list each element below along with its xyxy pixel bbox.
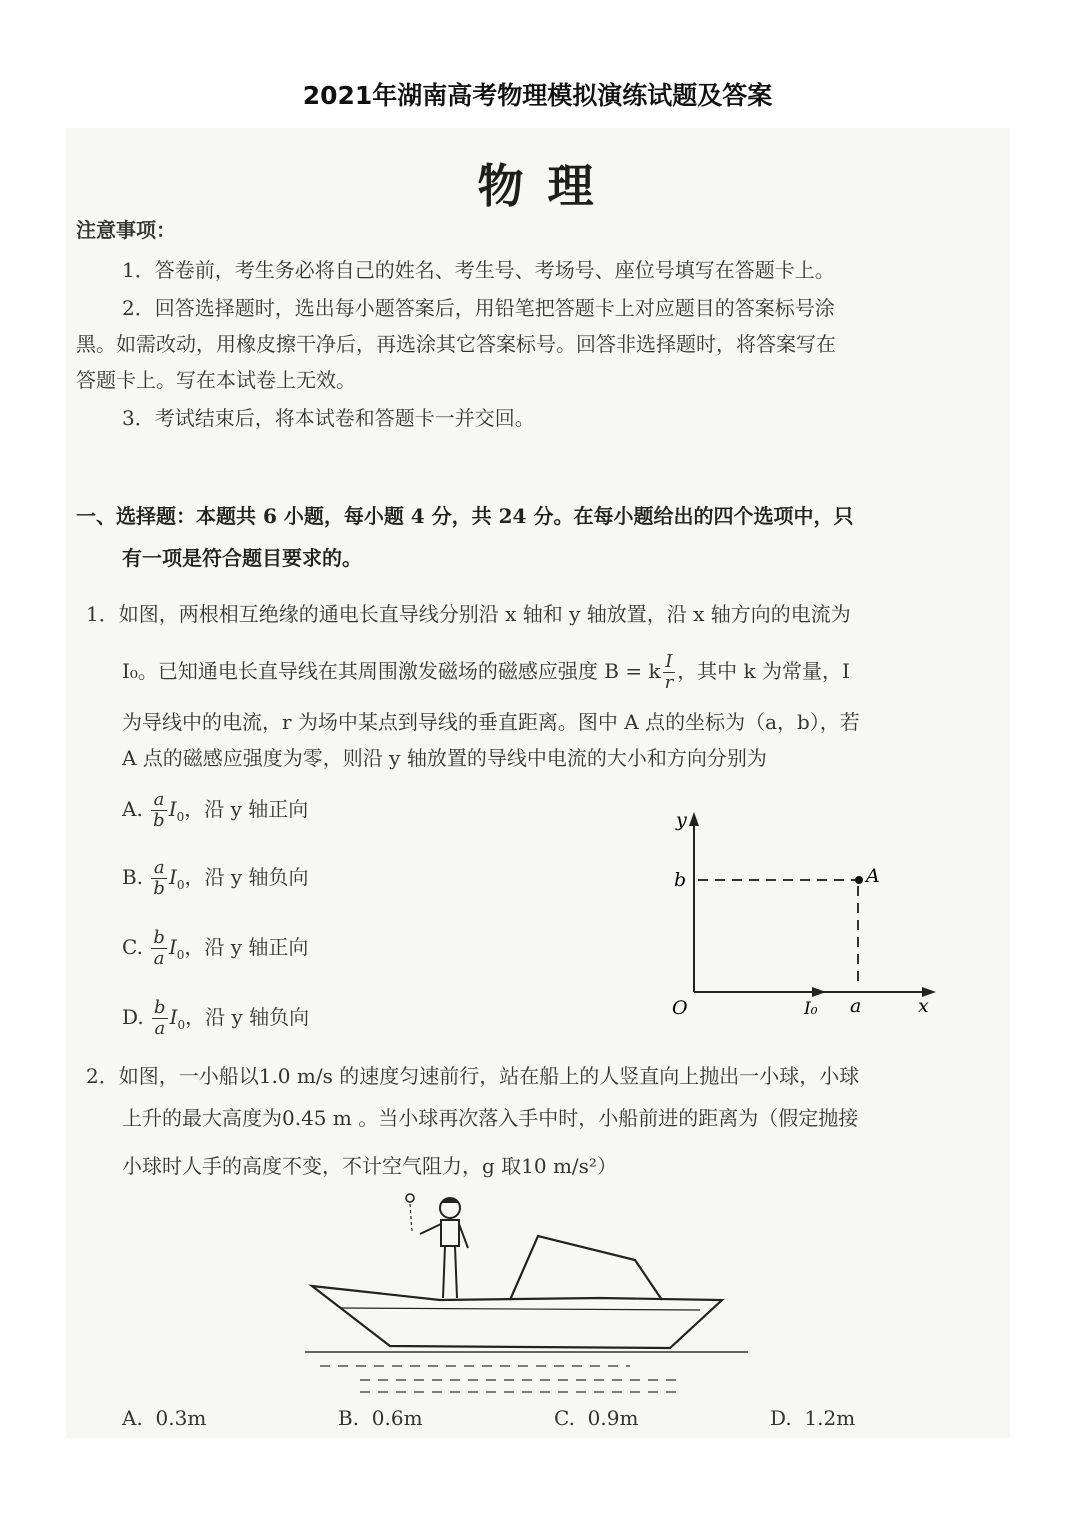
q1-formula-numerator: I [663, 652, 676, 673]
a-tick-label: a [850, 995, 862, 1017]
q1-option-c-den: a [153, 948, 165, 969]
section-1-heading: 一、选择题：本题共 6 小题，每小题 4 分，共 24 分。在每小题给出的四个选项中，只 [76, 504, 854, 528]
notes-line-4: 答题卡上。写在本试卷上无效。 [76, 368, 356, 392]
q1-option-b-den: b [153, 878, 165, 899]
q1-formula-fraction [663, 652, 676, 693]
q1-option-d-letter: D. [122, 1005, 144, 1029]
q2-option-b[interactable] [338, 1406, 423, 1430]
q1-option-c-current-sub: 0 [176, 948, 185, 962]
q1-option-b-current: I [168, 865, 177, 889]
q1-option-d-text: ，沿 y 轴负向 [185, 1005, 310, 1029]
q1-line-1: 1．如图，两根相互绝缘的通电长直导线分别沿 x 轴和 y 轴放置，沿 x 轴方向的电流为 [86, 602, 851, 626]
q1-option-c-letter: C. [122, 935, 143, 959]
person-left-leg [443, 1246, 445, 1298]
document-title: 2021年湖南高考物理模拟演练试题及答案 [302, 81, 773, 110]
q1-option-c-fraction [151, 928, 167, 969]
q2-option-c-text: 0.9m [587, 1406, 639, 1430]
q1-line-4: A 点的磁感应强度为零，则沿 y 轴放置的导线中电流的大小和方向分别为 [122, 746, 767, 770]
q1-line-2-part-a: I₀。已知通电长直导线在其周围激发磁场的磁感应强度 B = k [122, 659, 661, 683]
q2-line-1: 2．如图，一小船以1.0 m/s 的速度匀速前行，站在船上的人竖直向上抛出一小球，小球 [86, 1064, 860, 1088]
q2-line-2: 上升的最大高度为0.45 m 。当小球再次落入手中时，小船前进的距离为（假定抛接 [122, 1106, 859, 1130]
subject-title: 物 理 [477, 159, 598, 213]
section-1-heading-cont: 有一项是符合题目要求的。 [122, 546, 362, 570]
q1-option-c-text: ，沿 y 轴正向 [184, 935, 309, 959]
person-hair [441, 1198, 459, 1204]
q2-option-a[interactable] [122, 1406, 206, 1430]
q1-option-d[interactable] [122, 998, 309, 1039]
q1-option-b-fraction [151, 858, 167, 899]
q1-option-d-num: b [154, 997, 166, 1018]
notes-line-2: 2．回答选择题时，选出每小题答案后，用铅笔把答题卡上对应题目的答案标号涂 [122, 296, 835, 320]
q2-option-a-text: 0.3m [155, 1406, 207, 1430]
q1-option-a-letter: A. [122, 797, 143, 821]
origin-label: O [672, 997, 688, 1019]
current-label: I₀ [804, 999, 818, 1019]
q1-option-c[interactable] [122, 928, 308, 969]
q2-option-d[interactable] [770, 1406, 855, 1430]
person-figure [420, 1198, 468, 1299]
q1-option-c-current: I [168, 935, 177, 959]
q1-option-a-den: b [153, 810, 165, 831]
person-torso [441, 1220, 459, 1246]
notes-line-3: 黑。如需改动，用橡皮擦干净后，再选涂其它答案标号。回答非选择题时，将答案写在 [76, 332, 836, 356]
q1-line-2-part-b: ，其中 k 为常量，I [677, 659, 850, 683]
q1-option-a-num: a [151, 790, 167, 811]
x-axis-label: x [918, 995, 929, 1017]
q1-line-2 [122, 652, 850, 693]
q1-option-c-num: b [153, 927, 165, 948]
q2-option-d-letter: D. [770, 1406, 792, 1430]
ball-trajectory [410, 1204, 412, 1232]
q1-option-b[interactable] [122, 858, 309, 899]
q1-option-d-den: a [154, 1018, 166, 1039]
b-tick-label: b [674, 869, 687, 891]
point-a-dot [855, 876, 863, 884]
y-axis-label: y [676, 809, 687, 831]
q1-option-a-text: ，沿 y 轴正向 [184, 797, 309, 821]
q1-option-d-fraction [152, 998, 168, 1039]
q1-option-a-current: I [168, 797, 177, 821]
q1-coordinate-figure [660, 800, 950, 1030]
boat-hull [312, 1286, 722, 1348]
q1-option-b-text: ，沿 y 轴负向 [184, 865, 309, 889]
q1-option-a-current-sub: 0 [176, 810, 185, 824]
q1-option-d-current-sub: 0 [177, 1018, 186, 1032]
notes-heading: 注意事项： [76, 218, 176, 242]
person-right-leg [455, 1246, 457, 1298]
q1-line-3: 为导线中的电流，r 为场中某点到导线的垂直距离。图中 A 点的坐标为（a，b），若 [122, 710, 860, 734]
boat-deck-line [340, 1308, 700, 1310]
q2-line-3: 小球时人手的高度不变，不计空气阻力，g 取10 m/s²） [122, 1154, 617, 1178]
q1-option-d-current: I [169, 1005, 178, 1029]
boat-cabin [510, 1236, 662, 1300]
notes-line-1: 1．答卷前，考生务必将自己的姓名、考生号、考场号、座位号填写在答题卡上。 [122, 258, 835, 282]
q2-option-b-letter: B. [338, 1406, 360, 1430]
q2-option-c[interactable] [554, 1406, 638, 1430]
person-left-arm [420, 1224, 441, 1234]
current-direction-arrow [812, 987, 826, 997]
notes-line-5: 3．考试结束后，将本试卷和答题卡一并交回。 [122, 406, 535, 430]
q2-option-c-letter: C. [554, 1406, 575, 1430]
point-a-label: A [866, 865, 880, 887]
q1-option-a-fraction [151, 790, 167, 831]
q2-option-a-letter: A. [122, 1406, 143, 1430]
q1-option-b-num: a [151, 858, 167, 879]
q1-formula-denominator: r [664, 672, 674, 693]
q2-boat-illustration [300, 1188, 760, 1398]
q1-option-a[interactable] [122, 790, 308, 831]
ball [406, 1194, 414, 1202]
q2-option-b-text: 0.6m [371, 1406, 423, 1430]
q1-option-b-current-sub: 0 [176, 878, 185, 892]
y-axis-arrow [689, 812, 699, 826]
q2-option-d-text: 1.2m [804, 1406, 856, 1430]
person-right-arm [459, 1224, 468, 1248]
q1-option-b-letter: B. [122, 865, 144, 889]
